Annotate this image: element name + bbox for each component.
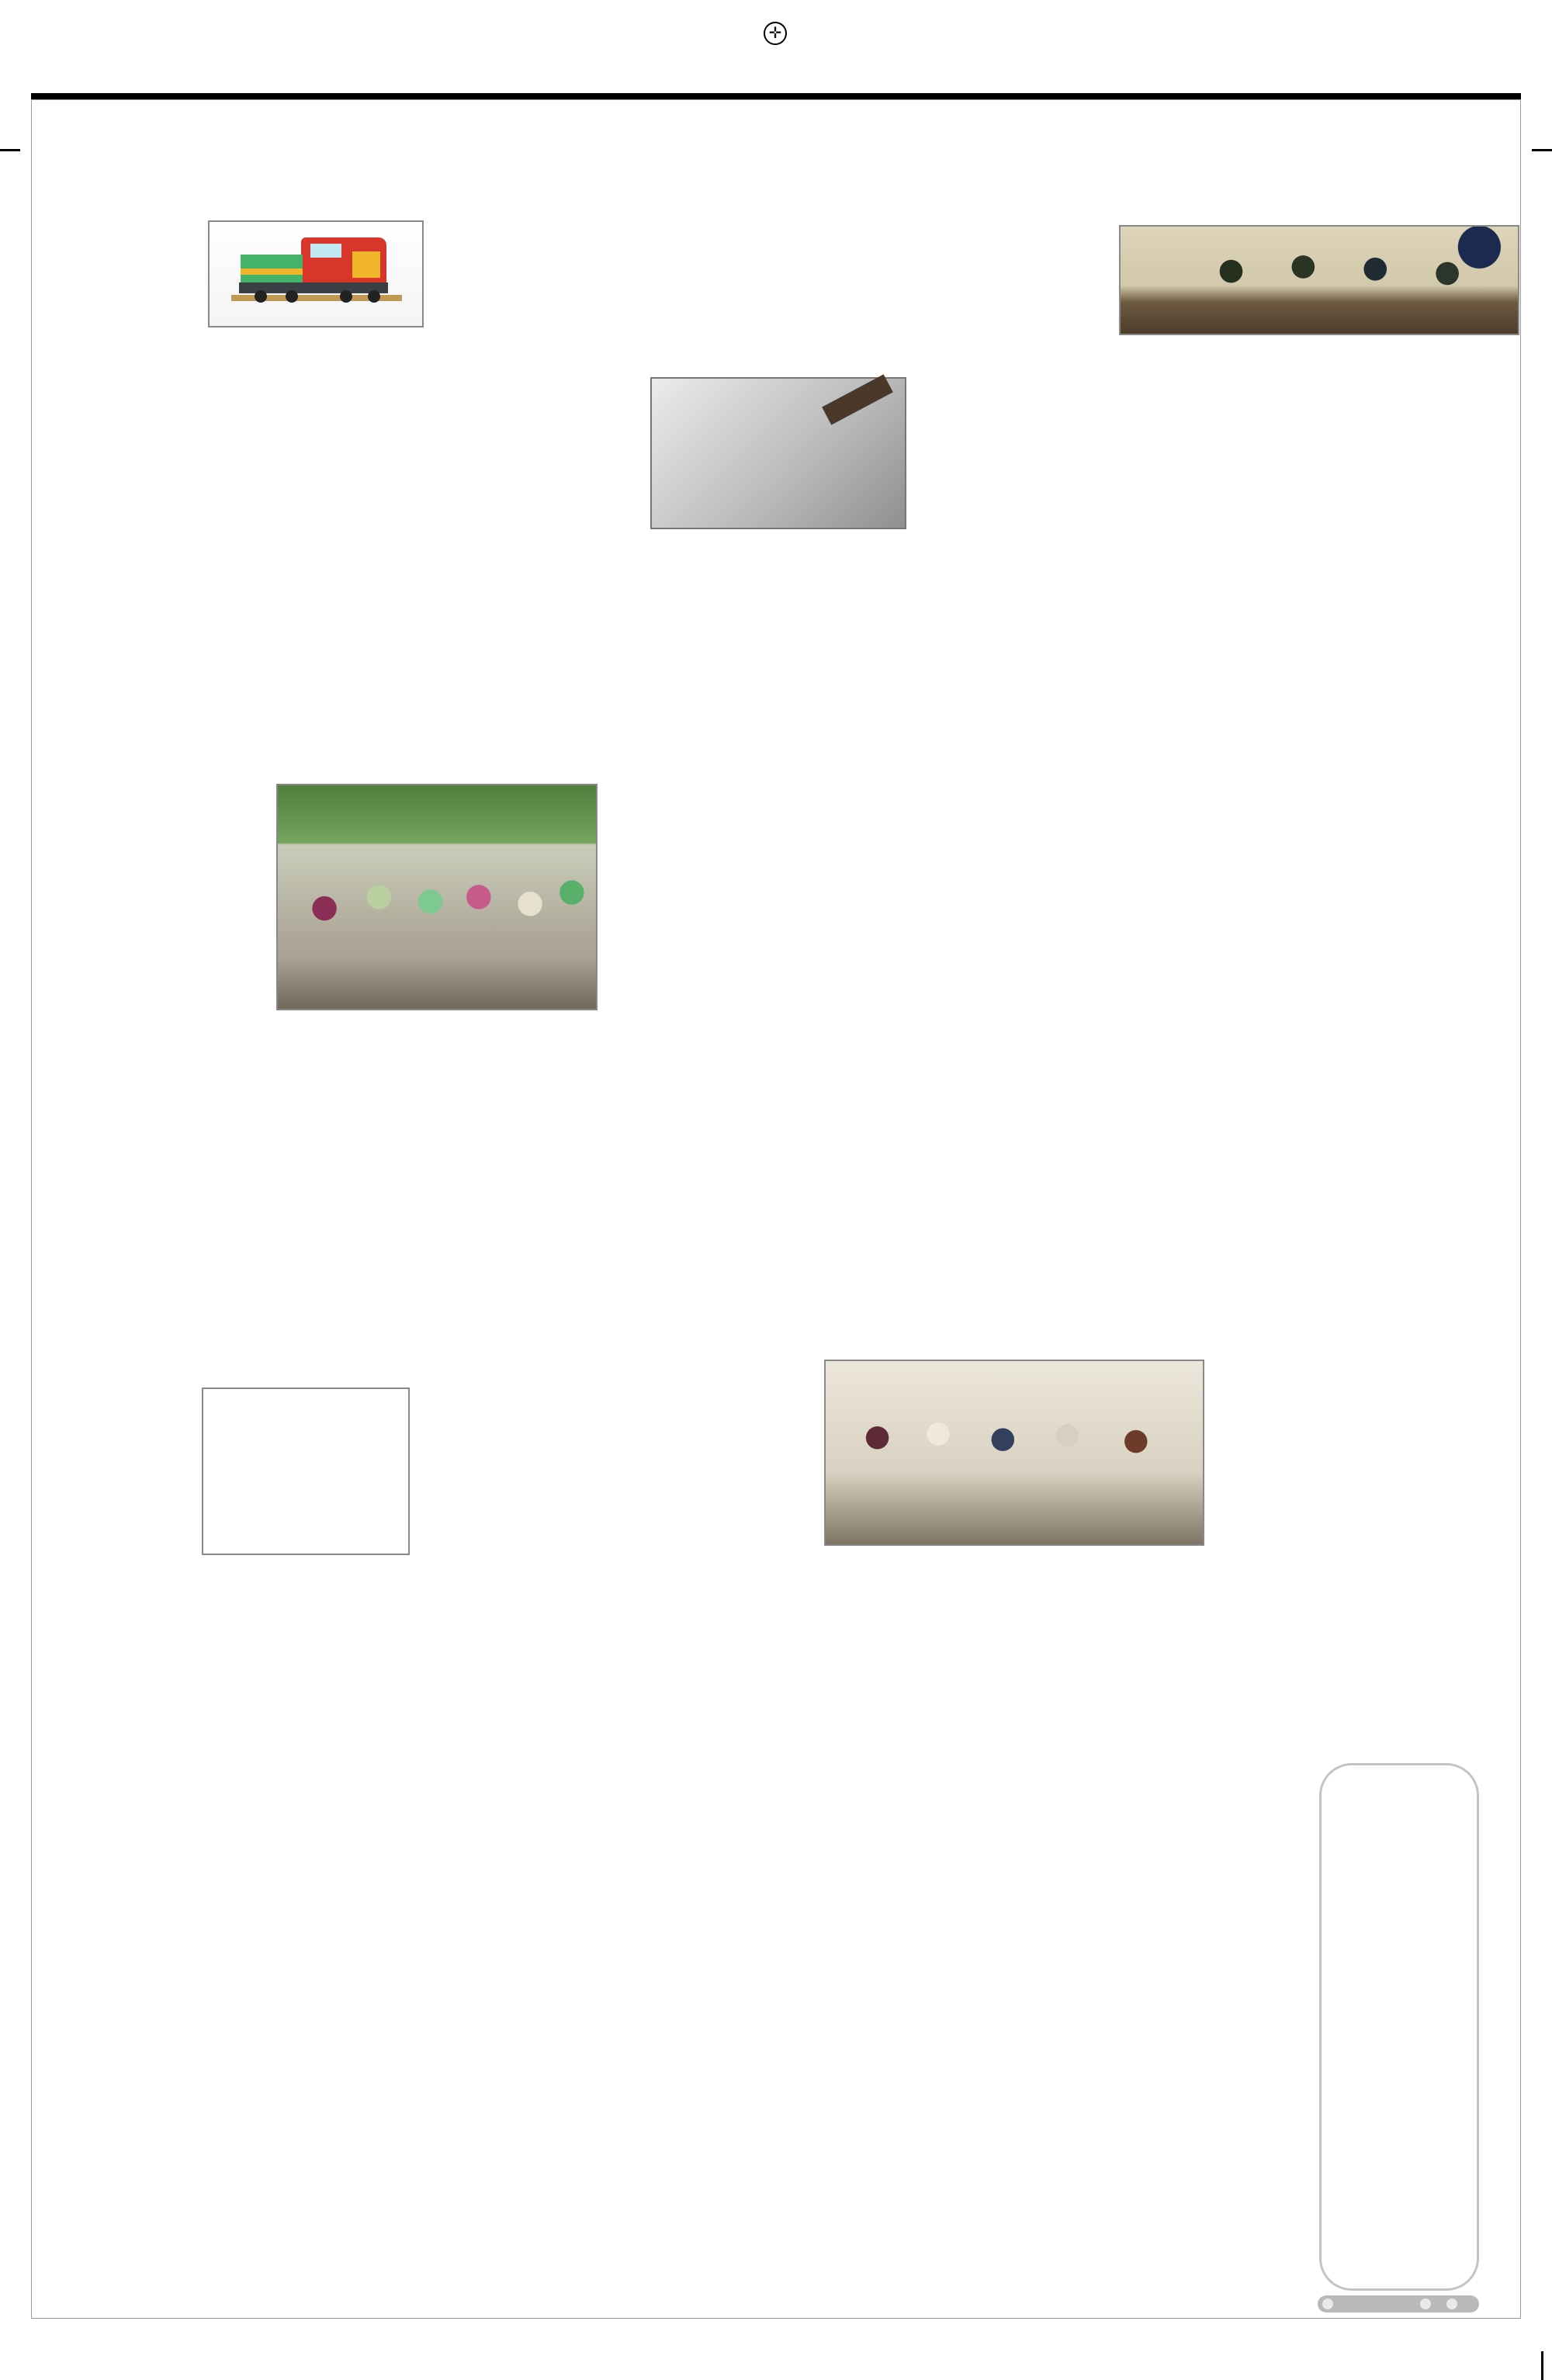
article-lions-body bbox=[824, 1557, 1209, 1735]
article-kavya-col bbox=[37, 782, 268, 1180]
crop-mark bbox=[1532, 149, 1552, 151]
cmyk-m-swatch bbox=[1429, 2319, 1450, 2347]
article-express-body bbox=[37, 335, 425, 638]
registration-mark-icon: ✛ bbox=[764, 22, 787, 45]
article-forum-col1 bbox=[435, 379, 643, 621]
article-rally-col1 bbox=[37, 1392, 194, 1726]
publisher-info-box bbox=[1319, 1763, 1479, 2291]
article-forum-col3 bbox=[914, 374, 1110, 636]
article-rally-below bbox=[202, 1563, 410, 1755]
article-jalmarg-body bbox=[37, 1904, 774, 2292]
page-number-badge bbox=[1392, 31, 1470, 92]
article-beed-body bbox=[1217, 1329, 1519, 1732]
poetry-meet-group-photo bbox=[276, 784, 598, 1010]
train-illustration bbox=[208, 220, 424, 327]
header-rule bbox=[31, 93, 1521, 99]
crop-mark bbox=[1541, 2351, 1543, 2380]
cmyk-c-swatch bbox=[1408, 2319, 1429, 2347]
forum-graphic-line2 bbox=[650, 481, 906, 529]
article-atikraman-body bbox=[953, 782, 1519, 1181]
print-control-strip bbox=[1318, 2295, 1479, 2312]
edition-tab bbox=[577, 36, 967, 87]
article-express-lead bbox=[37, 227, 202, 307]
article-snatcher-body bbox=[649, 1372, 815, 1755]
cmyk-strip bbox=[1408, 2319, 1491, 2347]
cmyk-k-swatch bbox=[1471, 2319, 1491, 2347]
police-seizure-photo bbox=[1119, 225, 1519, 335]
article-shraddh-col2 bbox=[1141, 1892, 1315, 2078]
article-shraddh-col1 bbox=[956, 1892, 1129, 2078]
article-forum-col2 bbox=[650, 537, 906, 636]
lions-camp-photo bbox=[824, 1360, 1204, 1546]
crop-mark bbox=[0, 149, 20, 151]
article-kavya-below bbox=[276, 1018, 598, 1203]
forum-strap bbox=[431, 318, 1111, 362]
bjp-rally-photo bbox=[202, 1387, 410, 1555]
article-atm-body bbox=[956, 2173, 1315, 2314]
cmyk-y-swatch bbox=[1450, 2319, 1471, 2347]
forum-verdict-graphic bbox=[650, 377, 906, 529]
article-medical-body bbox=[784, 1768, 948, 2233]
article-liquor-body bbox=[1119, 346, 1519, 619]
article-dress-body bbox=[605, 781, 944, 1181]
article-rally-col2 bbox=[417, 1387, 644, 1755]
